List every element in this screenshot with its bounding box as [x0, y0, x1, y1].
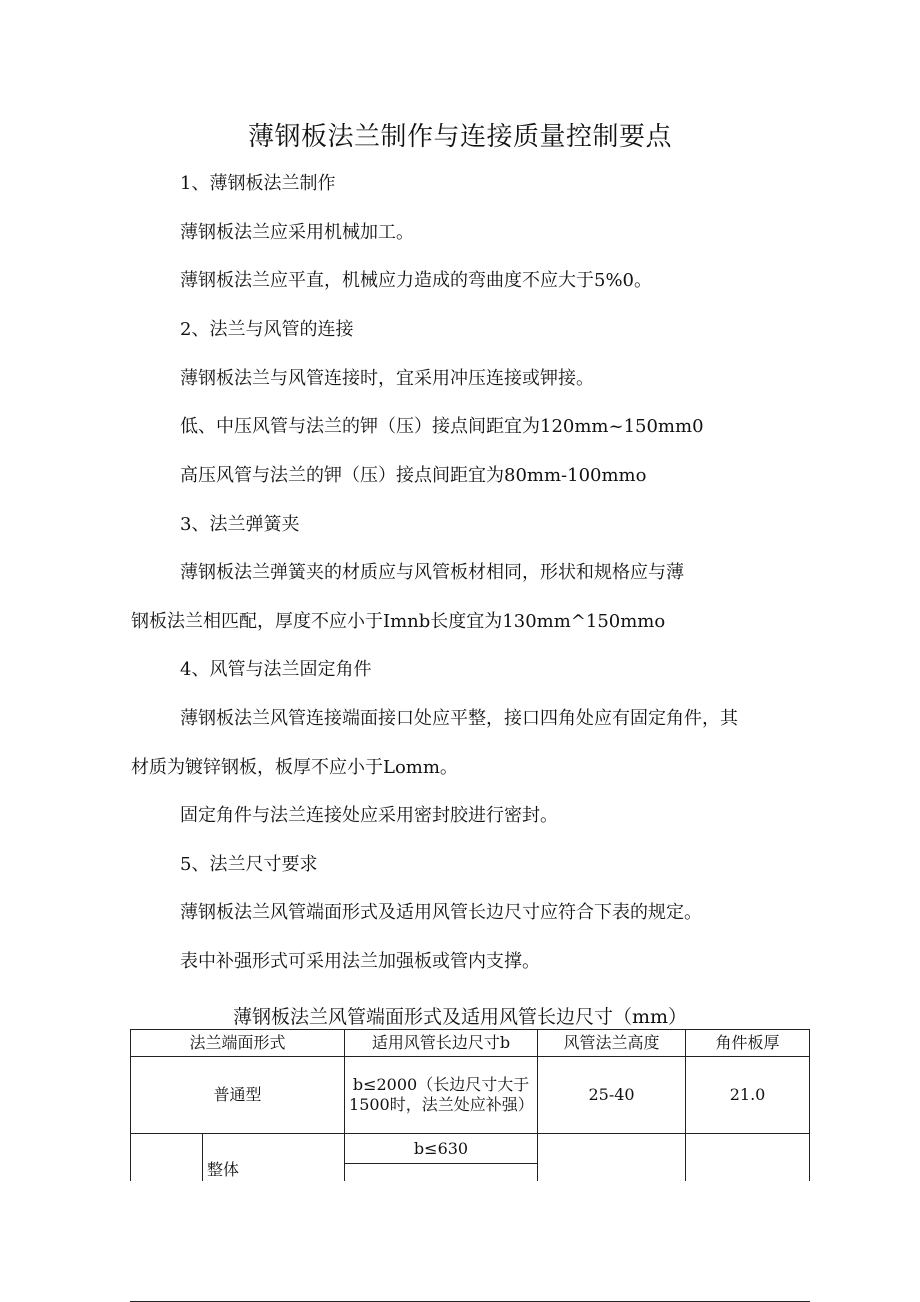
table-row — [131, 1134, 810, 1164]
table-cell: 整体 — [203, 1134, 345, 1302]
table-cell: 普通型 — [131, 1057, 345, 1134]
table-cell: b≤2000（长边尺寸大于1500时，法兰处应补强） — [345, 1057, 538, 1134]
paragraph: 表中补强形式可采用法兰加强板或管内支撑。 — [180, 951, 540, 972]
paragraph: 低、中压风管与法兰的钾（压）接点间距宜为120mm~150mm0 — [180, 416, 704, 437]
table-row — [131, 1057, 810, 1134]
table-header-row — [131, 1030, 810, 1057]
paragraph: 高压风管与法兰的钾（压）接点间距宜为80mm-100mmo — [180, 465, 647, 486]
table-header-cell: 适用风管长边尺寸b — [345, 1030, 538, 1057]
paragraph: 薄钢板法兰风管端面形式及适用风管长边尺寸应符合下表的规定。 — [180, 902, 702, 923]
page-cutoff — [0, 1181, 920, 1301]
paragraph: 薄钢板法兰应采用机械加工。 — [180, 222, 414, 243]
table-cell: 25-40 — [538, 1057, 686, 1134]
paragraph: 薄钢板法兰弹簧夹的材质应与风管板材相同，形状和规格应与薄 — [180, 562, 684, 583]
paragraph: 薄钢板法兰应平直，机械应力造成的弯曲度不应大于5%0。 — [180, 270, 653, 291]
section-heading-1: 1、薄钢板法兰制作 — [180, 173, 336, 194]
table-caption: 薄钢板法兰风管端面形式及适用风管长边尺寸（mm） — [232, 1006, 688, 1028]
paragraph: 薄钢板法兰风管连接端面接口处应平整，接口四角处应有固定角件，其 — [180, 708, 738, 729]
paragraph: 钢板法兰相匹配，厚度不应小于Imnb长度宜为130mm^150mmo — [131, 611, 666, 632]
table-cell: b≤630 — [345, 1134, 538, 1164]
table-cell: 21.0 — [686, 1057, 810, 1134]
section-heading-4: 4、风管与法兰固定角件 — [180, 659, 372, 680]
table-header-cell: 风管法兰高度 — [538, 1030, 686, 1057]
table-header-cell: 法兰端面形式 — [131, 1030, 345, 1057]
paragraph: 固定角件与法兰连接处应采用密封胶进行密封。 — [180, 805, 558, 826]
section-heading-2: 2、法兰与风管的连接 — [180, 319, 354, 340]
page-title: 薄钢板法兰制作与连接质量控制要点 — [247, 122, 672, 152]
section-heading-3: 3、法兰弹簧夹 — [180, 514, 300, 535]
paragraph: 材质为镀锌钢板，板厚不应小于Lomm。 — [131, 757, 458, 778]
paragraph: 薄钢板法兰与风管连接时，宜采用冲压连接或钾接。 — [180, 368, 594, 389]
table-header-cell: 角件板厚 — [686, 1030, 810, 1057]
section-heading-5: 5、法兰尺寸要求 — [180, 854, 318, 875]
